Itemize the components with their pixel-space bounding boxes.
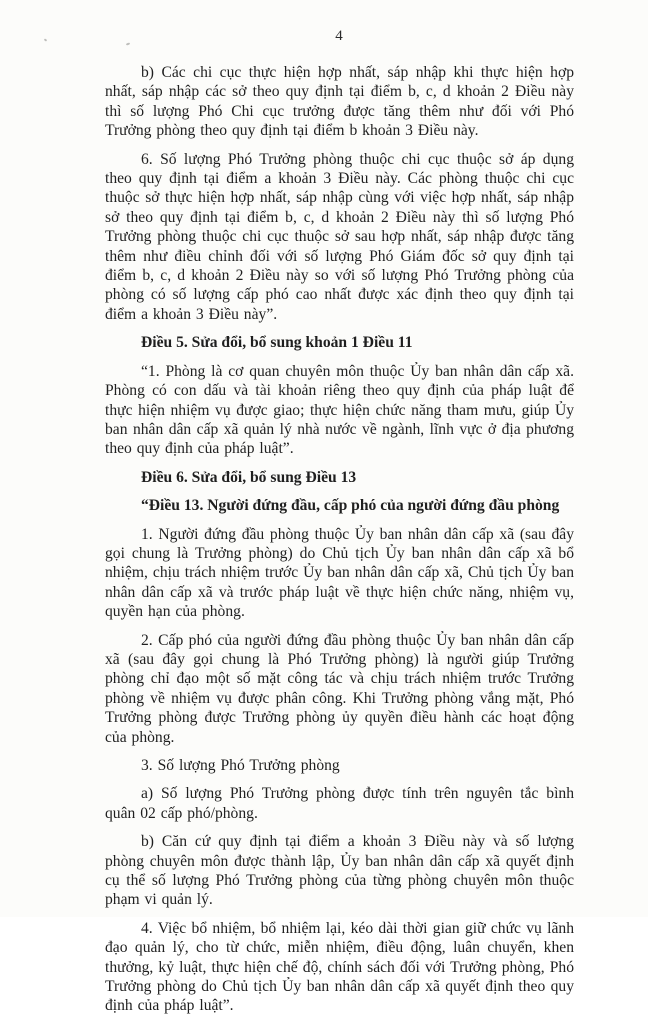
paragraph: 6. Số lượng Phó Trưởng phòng thuộc chi cục thuộc sở áp dụng theo quy định tại điểm a khoản 3 Điều này. Các phòng thuộc chi cục thuộc sở thực hiện hợp nhất, sáp nhập cùng với việc hợp nhất, sáp nhập sở theo quy định tại điểm b, c, d khoản 2 Điều này thì số lượng Phó Trưởng phòng thuộc chi cục thuộc sở sau hợp nhất, sáp nhập được tăng thêm như điều chỉnh đối với số lượng Phó Giám đốc sở quy định tại điểm b, c, d khoản 2 Điều này so với số lượng Phó Trưởng phòng của phòng có số lượng cấp phó cao nhất được xác định theo quy định tại điểm a khoản 3 Điều này”. (105, 150, 574, 323)
section-heading: “Điều 13. Người đứng đầu, cấp phó của người đứng đầu phòng (141, 497, 560, 515)
page-number: 4 (335, 28, 343, 44)
paragraph: “1. Phòng là cơ quan chuyên môn thuộc Ủy ban nhân dân cấp xã. Phòng có con dấu và tài khoản riêng theo quy định của pháp luật để thực hiện nhiệm vụ được giao; thực hiện chức năng tham mưu, giúp Ủy ban nhân dân cấp xã quản lý nhà nước về ngành, lĩnh vực ở địa phương theo quy định của pháp luật”. (105, 362, 574, 458)
scan-speck (44, 38, 48, 41)
paragraph: b) Căn cứ quy định tại điểm a khoản 3 Điều này và số lượng phòng chuyên môn được thành lập, Ủy ban nhân dân cấp xã quyết định cụ thể số lượng Phó Trưởng phòng của từng phòng chuyên môn thuộc phạm vi quản lý. (105, 833, 574, 909)
paragraph: b) Các chi cục thực hiện hợp nhất, sáp nhập khi thực hiện hợp nhất, sáp nhập các sở theo quy định tại điểm b, c, d khoản 2 Điều này thì số lượng Phó Chi cục trưởng được tăng thêm như đối với Phó Trưởng phòng theo quy định tại điểm b khoản 3 Điều này. (105, 64, 574, 140)
document-body (105, 63, 574, 1025)
paragraph: 4. Việc bổ nhiệm, bổ nhiệm lại, kéo dài thời gian giữ chức vụ lãnh đạo quản lý, cho từ chức, miễn nhiệm, điều động, luân chuyển, khen thưởng, kỷ luật, thực hiện chế độ, chính sách đối với Trưởng phòng, Phó Trưởng phòng do Chủ tịch Ủy ban nhân dân cấp xã quyết định theo quy định của pháp luật”. (105, 919, 574, 1015)
paragraph: 1. Người đứng đầu phòng thuộc Ủy ban nhân dân cấp xã (sau đây gọi chung là Trưởng phòng) do Chủ tịch Ủy ban nhân dân cấp xã bổ nhiệm, chịu trách nhiệm trước Ủy ban nhân dân cấp xã, Chủ tịch Ủy ban nhân dân cấp xã và trước pháp luật về thực hiện chức năng, nhiệm vụ, quyền hạn của phòng. (105, 525, 574, 621)
paragraph: 2. Cấp phó của người đứng đầu phòng thuộc Ủy ban nhân dân cấp xã (sau đây gọi chung là Phó Trưởng phòng) là người giúp Trưởng phòng chỉ đạo một số mặt công tác và chịu trách nhiệm trước Trưởng phòng về nhiệm vụ được phân công. Khi Trưởng phòng vắng mặt, Phó Trưởng phòng được Trưởng phòng ủy quyền điều hành các hoạt động của phòng. (105, 631, 574, 746)
section-heading: Điều 5. Sửa đổi, bổ sung khoản 1 Điều 11 (141, 334, 413, 352)
paragraph: a) Số lượng Phó Trưởng phòng được tính trên nguyên tắc bình quân 02 cấp phó/phòng. (105, 785, 574, 822)
section-heading: Điều 6. Sửa đổi, bổ sung Điều 13 (141, 468, 357, 486)
paragraph: 3. Số lượng Phó Trưởng phòng (141, 757, 340, 774)
